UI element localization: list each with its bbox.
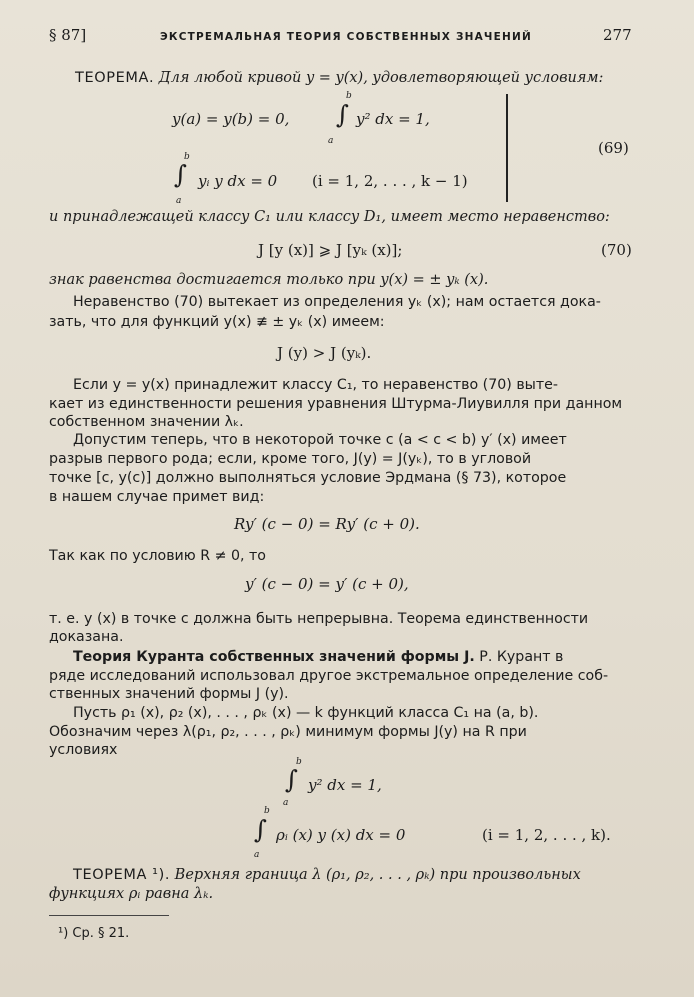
paragraph-line: Р. Курант в (479, 649, 564, 665)
constraint-orthogonality: ρᵢ (x) y (x) dx = 0 (276, 826, 406, 844)
constraint-range: (i = 1, 2, . . . , k). (482, 826, 611, 844)
paragraph-line: собственном значении λₖ. (49, 414, 244, 430)
theorem-statement (75, 69, 603, 87)
paragraph-line: в нашем случае примет вид: (49, 489, 265, 505)
courant-heading-line (73, 648, 563, 666)
equation-number-69: (69) (598, 139, 629, 157)
paragraph-line: зать, что для функций y(x) ≢ ± yₖ (x) имеем: (49, 314, 385, 330)
section-ref: § 87] (49, 26, 87, 44)
theorem-label: ТЕОРЕМА. (75, 70, 155, 86)
integral-sign: ∫ (174, 160, 188, 189)
bracket-line (506, 94, 508, 202)
courant-heading: Теория Куранта собственных значений формы J. (73, 649, 475, 665)
paragraph-line: Неравенство (70) вытекает из определения yₖ (x); нам остается дока- (73, 294, 601, 310)
running-title: ЭКСТРЕМАЛЬНАЯ ТЕОРИЯ СОБСТВЕННЫХ ЗНАЧЕНИЙ (160, 31, 532, 43)
inequality-70: J [y (x)] ⩾ J [yₖ (x)]; (258, 241, 403, 259)
condition-orthogonality: yᵢ y dx = 0 (198, 172, 278, 190)
integral-sign: ∫ (285, 765, 299, 794)
integral-sign: ∫ (336, 100, 350, 129)
formula-erdmann: Ry′ (c − 0) = Ry′ (c + 0). (234, 515, 420, 533)
footnote-rule (49, 915, 169, 916)
paragraph-line: условиях (49, 742, 118, 758)
condition-norm: y² dx = 1, (356, 110, 430, 128)
upper-limit: b (346, 91, 352, 101)
equation-number-70: (70) (601, 241, 632, 259)
paragraph-line: Обозначим через λ(ρ₁, ρ₂, . . . , ρₖ) минимум формы J(y) на R при (49, 724, 527, 740)
upper-limit: b (184, 152, 190, 162)
paragraph-line: Так как по условию R ≠ 0, то (49, 548, 266, 564)
theorem2-text-cont: функциях ρᵢ равна λₖ. (49, 886, 214, 902)
lower-limit: a (283, 798, 289, 808)
condition-boundary: y(a) = y(b) = 0, (172, 110, 290, 128)
lower-limit: a (254, 850, 260, 860)
lower-limit: a (176, 196, 182, 206)
theorem2-line (73, 866, 581, 884)
footnote: ¹) Ср. § 21. (58, 926, 130, 941)
theorem2-text: Верхняя граница λ (ρ₁, ρ₂, . . . , ρₖ) при произвольных (174, 867, 581, 883)
upper-limit: b (264, 806, 270, 816)
condition-range: (i = 1, 2, . . . , k − 1) (312, 172, 468, 190)
page-number: 277 (603, 26, 632, 44)
theorem-text: Для любой кривой y = y(x), удовлетворяющей условиям: (158, 70, 604, 86)
equality-condition: знак равенства достигается только при y(x) = ± yₖ (x). (49, 272, 489, 288)
constraint-norm: y² dx = 1, (308, 776, 382, 794)
formula-continuity: y′ (c − 0) = y′ (c + 0), (245, 575, 409, 593)
integral-sign: ∫ (254, 815, 268, 844)
paragraph-line: доказана. (49, 629, 124, 645)
paragraph-line: кает из единственности решения уравнения Штурма-Лиувилля при данном (49, 396, 623, 412)
formula-J-compare: J (y) > J (yₖ). (277, 344, 372, 362)
paragraph-line: разрыв первого рода; если, кроме того, J(y) = J(yₖ), то в угловой (49, 451, 532, 467)
paragraph-line: Допустим теперь, что в некоторой точке c (a < c < b) y′ (x) имеет (73, 432, 567, 448)
paragraph-line: ряде исследований использовал другое экстремальное определение соб- (49, 668, 609, 684)
paragraph-line: Пусть ρ₁ (x), ρ₂ (x), . . . , ρₖ (x) — k функций класса C₁ на (a, b). (73, 705, 539, 721)
paragraph-line: Если y = y(x) принадлежит классу C₁, то неравенство (70) выте- (73, 377, 558, 393)
lower-limit: a (328, 136, 334, 146)
class-condition: и принадлежащей классу C₁ или классу D₁, имеет место неравенство: (49, 209, 610, 225)
paragraph-line: т. е. y (x) в точке c должна быть непрерывна. Теорема единственности (49, 611, 589, 627)
theorem2-label: ТЕОРЕМА ¹). (73, 867, 171, 883)
paragraph-line: точке [c, y(c)] должно выполняться условие Эрдмана (§ 73), которое (49, 470, 567, 486)
upper-limit: b (296, 757, 302, 767)
paragraph-line: ственных значений формы J (y). (49, 686, 289, 702)
